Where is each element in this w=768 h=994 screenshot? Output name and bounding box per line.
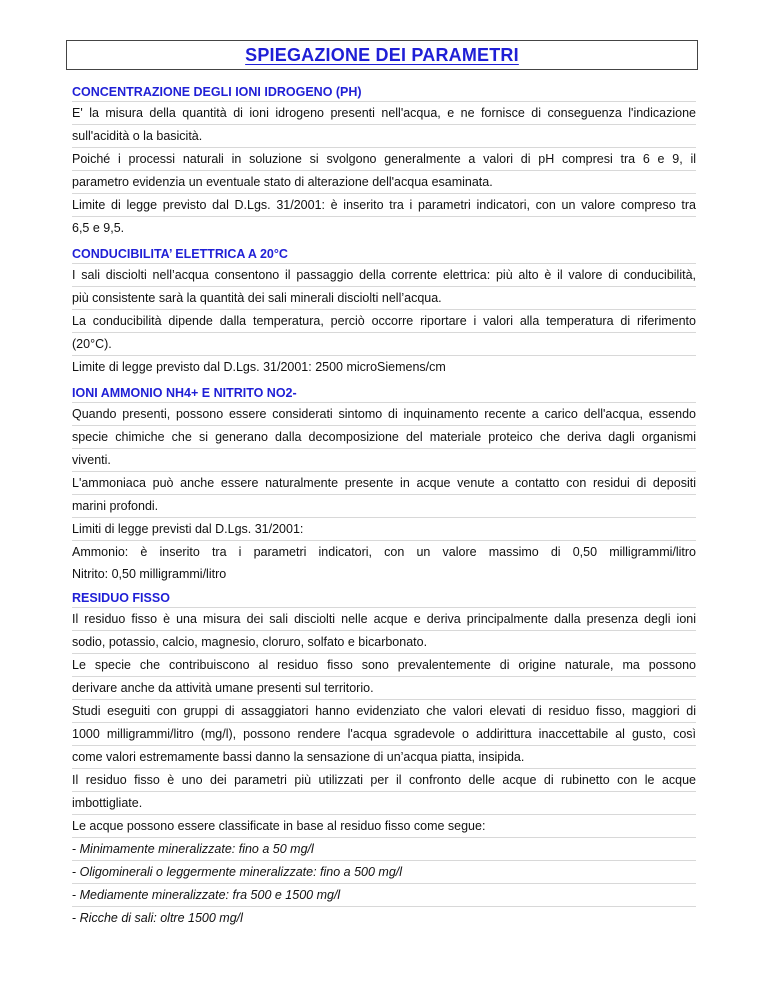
paragraph-line: marini profondi.	[72, 495, 696, 518]
paragraph-line: I sali disciolti nell’acqua consentono il passaggio della corrente elettrica: più alto è il valore di conducibilità,	[72, 264, 696, 287]
section-ph	[72, 83, 696, 239]
list-item	[72, 861, 696, 884]
list-item-text: Minimamente mineralizzate: fino a 50 mg/l	[79, 842, 314, 856]
list-item-text: Mediamente mineralizzate: fra 500 e 1500 mg/l	[79, 888, 341, 902]
list-item	[72, 884, 696, 907]
paragraph-line: Le acque possono essere classificate in base al residuo fisso come segue:	[72, 815, 696, 838]
list-dash: -	[72, 888, 80, 902]
paragraph-line: più consistente sarà la quantità dei sali minerali disciolti nell’acqua.	[72, 287, 696, 310]
paragraph-line: E' la misura della quantità di ioni idrogeno presenti nell'acqua, e ne fornisce di conseguenza l'indicazione	[72, 102, 696, 125]
section-fixed-residue	[72, 589, 696, 929]
paragraph-line: viventi.	[72, 449, 696, 472]
paragraph-line: Limite di legge previsto dal D.Lgs. 31/2001: è inserito tra i parametri indicatori, con un valore compreso tra	[72, 194, 696, 217]
paragraph-line: Le specie che contribuiscono al residuo fisso sono prevalentemente di origine naturale, ma possono	[72, 654, 696, 677]
paragraph-line: La conducibilità dipende dalla temperatura, perciò occorre riportare i valori alla temperatura di riferimento	[72, 310, 696, 333]
paragraph-line: sodio, potassio, calcio, magnesio, cloruro, solfato e bicarbonato.	[72, 631, 696, 654]
paragraph-line: 1000 milligrammi/litro (mg/l), possono rendere l'acqua sgradevole o addirittura inaccettabile al gusto, così	[72, 723, 696, 746]
section-ammonium-nitrite	[72, 384, 696, 585]
paragraph-line: L'ammoniaca può anche essere naturalmente presente in acque venute a contatto con residui di depositi	[72, 472, 696, 495]
paragraph-line: Studi eseguiti con gruppi di assaggiatori hanno evidenziato che valori elevati di residuo fisso, maggiori di	[72, 700, 696, 723]
paragraph-line: specie chimiche che si generano dalla decomposizione del materiale proteico che deriva dagli organismi	[72, 426, 696, 449]
section-heading: CONCENTRAZIONE DEGLI IONI IDROGENO (PH)	[72, 83, 696, 102]
list-item	[72, 907, 696, 929]
paragraph-line: Il residuo fisso è uno dei parametri più utilizzati per il confronto delle acque di rubinetto con le acque	[72, 769, 696, 792]
paragraph-line: Limiti di legge previsti dal D.Lgs. 31/2001:	[72, 518, 696, 541]
paragraph-line: Limite di legge previsto dal D.Lgs. 31/2001: 2500 microSiemens/cm	[72, 360, 446, 374]
paragraph-line: Poiché i processi naturali in soluzione si svolgono generalmente a valori di pH compresi tra 6 e 9, il	[72, 148, 696, 171]
paragraph-line: Nitrito: 0,50 milligrammi/litro	[72, 567, 227, 581]
page-title: SPIEGAZIONE DEI PARAMETRI	[245, 44, 519, 65]
paragraph-line: (20°C).	[72, 333, 696, 356]
paragraph-line: 6,5 e 9,5.	[72, 221, 125, 235]
document-page	[72, 40, 696, 70]
title-box	[66, 40, 698, 70]
list-dash: -	[72, 842, 80, 856]
paragraph-line: Ammonio: è inserito tra i parametri indicatori, con un valore massimo di 0,50 milligrammi/litro	[72, 545, 696, 559]
list-item	[72, 838, 696, 861]
paragraph-line: parametro evidenzia un eventuale stato di alterazione dell'acqua esaminata.	[72, 171, 696, 194]
paragraph-line: imbottigliate.	[72, 792, 696, 815]
section-heading: CONDUCIBILITA’ ELETTRICA A 20°C	[72, 245, 696, 264]
list-item-text: Ricche di sali: oltre 1500 mg/l	[79, 911, 243, 925]
list-dash: -	[72, 911, 80, 925]
list-item-text: Oligominerali o leggermente mineralizzate: fino a 500 mg/l	[79, 865, 403, 879]
section-heading: RESIDUO FISSO	[72, 589, 696, 608]
section-heading: IONI AMMONIO NH4+ E NITRITO NO2-	[72, 384, 696, 403]
paragraph-line: Quando presenti, possono essere considerati sintomo di inquinamento recente a carico dell'acqua, essendo	[72, 403, 696, 426]
section-conductivity	[72, 245, 696, 378]
list-dash: -	[72, 865, 80, 879]
paragraph-line: derivare anche da attività umane presenti sul territorio.	[72, 677, 696, 700]
paragraph-line: come valori estremamente bassi danno la sensazione di un’acqua piatta, insipida.	[72, 746, 696, 769]
paragraph-line: Il residuo fisso è una misura dei sali disciolti nelle acque e deriva principalmente dalla presenza degli ioni	[72, 608, 696, 631]
paragraph-line: sull'acidità o la basicità.	[72, 125, 696, 148]
